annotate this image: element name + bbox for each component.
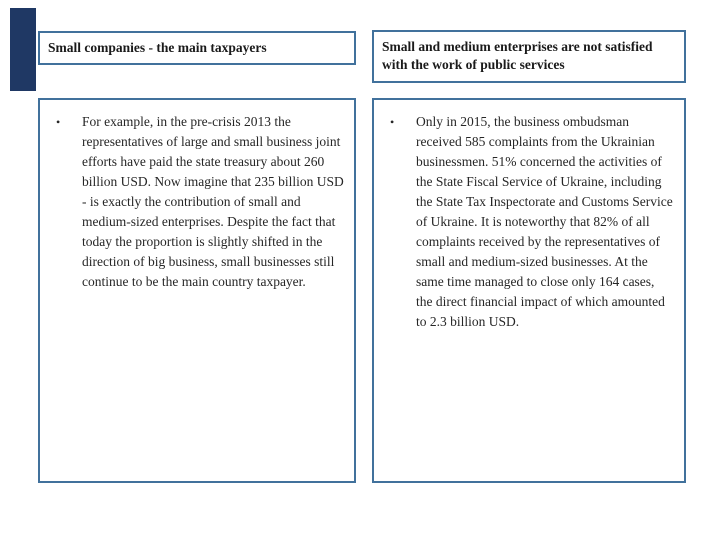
accent-bar bbox=[10, 8, 36, 91]
right-bullet-item bbox=[384, 112, 674, 332]
right-header-text: Small and medium enterprises are not satisfied with the work of public services bbox=[382, 39, 653, 73]
left-body-text: For example, in the pre-crisis 2013 the representatives of large and small business joint efforts have paid the state treasury about 260 billion USD. Now imagine that 235 billion USD - is exactly the contribution of small and medium-sized enterprises. Despite the fact that today the proportion is slightly shifted in the direction of big business, small businesses still continue to be the main country taxpayer. bbox=[82, 114, 344, 289]
left-body-box bbox=[38, 98, 356, 483]
left-bullet-item bbox=[50, 112, 344, 292]
right-body-text: Only in 2015, the business ombudsman received 585 complaints from the Ukrainian businessmen. 51% concerned the activities of the State Fiscal Service of Ukraine, including the State Tax Inspectorate and Customs Service of Ukraine. It is noteworthy that 82% of all complaints received by the representatives of small and medium-sized businesses. At the same time managed to close only 164 cases, the direct financial impact of which amounted to 2.3 billion USD. bbox=[416, 114, 673, 329]
bullet-icon: • bbox=[390, 115, 395, 129]
bullet-icon: • bbox=[56, 115, 61, 129]
right-header-box bbox=[372, 30, 686, 83]
left-header-box bbox=[38, 31, 356, 65]
right-body-box bbox=[372, 98, 686, 483]
left-header-text: Small companies - the main taxpayers bbox=[48, 40, 267, 55]
